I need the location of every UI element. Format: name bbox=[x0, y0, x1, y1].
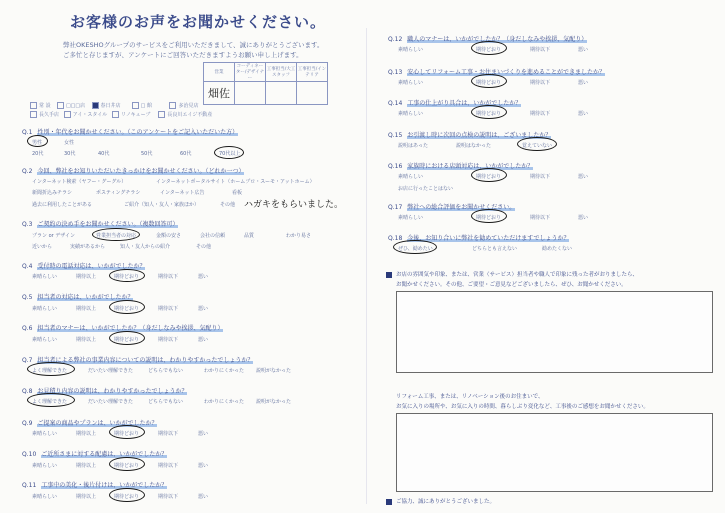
q2-option-other[interactable]: その他 bbox=[220, 202, 236, 208]
answer-circle bbox=[109, 457, 145, 471]
q3-option-record[interactable]: 実績があるから bbox=[70, 244, 106, 250]
q16-option-2[interactable]: 期待どおり bbox=[476, 174, 502, 180]
answer-circle bbox=[471, 41, 507, 55]
q3-option-clarity[interactable]: わかり易さ bbox=[286, 233, 312, 239]
q6-option-4[interactable]: 期待以下 bbox=[158, 337, 179, 343]
q1-option-male[interactable]: 男性 bbox=[32, 140, 43, 146]
staff-cell-interior[interactable] bbox=[297, 82, 328, 105]
comment1-line2: お聞かせください。その他、ご要望・ご意見などございましたら、ぜひ、お聞かせください。 bbox=[396, 282, 627, 288]
staff-col-sales: 営業 bbox=[204, 63, 235, 82]
q8-option-1[interactable]: よく理解できた bbox=[32, 399, 68, 405]
q7-option-5[interactable]: 説明がなかった bbox=[256, 368, 292, 374]
q16-option-1[interactable]: 素晴らしい bbox=[398, 174, 424, 180]
q12-option-1[interactable]: 素晴らしい bbox=[398, 47, 424, 53]
staff-cell-construction[interactable] bbox=[266, 82, 297, 105]
intro-line-1: 弊社OKESHOグループのサービスをご利用いただきまして、誠にありがとうございます。 bbox=[63, 41, 324, 49]
q16-option-3[interactable]: 期待以下 bbox=[530, 174, 551, 180]
q1-age-50s[interactable]: 50代 bbox=[141, 151, 153, 157]
q16-option-never[interactable]: お店に行ったことはない bbox=[398, 186, 454, 192]
question-q6: Q.6 担当者のマナーは、いかがでしたか？（身だしなみや挨拶、気配り） bbox=[22, 325, 224, 332]
q18-option-3[interactable]: 勧めたくない bbox=[542, 246, 573, 252]
answer-circle bbox=[471, 168, 507, 182]
q11-option-1[interactable]: 素晴らしい bbox=[32, 494, 58, 500]
q16-option-4[interactable]: 悪い bbox=[578, 174, 589, 180]
answer-circle bbox=[27, 393, 75, 407]
question-q16: Q.16 家族時における店頭対応は、いかがでしたか？ bbox=[388, 163, 534, 170]
q17-option-4[interactable]: 悪い bbox=[578, 215, 589, 221]
q17-option-1[interactable]: 素晴らしい bbox=[398, 215, 424, 221]
q2-option-flyer[interactable]: 新聞折込みチラシ bbox=[32, 190, 73, 196]
q5-option-5[interactable]: 悪い bbox=[198, 306, 209, 312]
q2-option-repeat[interactable]: 過去に利用したことがある bbox=[32, 202, 93, 208]
q2-option-ad[interactable]: インターネット広告 bbox=[160, 190, 205, 196]
store-row-1: 常 設 □□□店 春日井店 □ 館 多治見店 bbox=[30, 102, 198, 109]
answer-circle bbox=[92, 228, 140, 241]
question-q12: Q.12 職人のマナーは、いかがでしたか？（身だしなみや挨拶、気配り） bbox=[388, 36, 588, 43]
q6-option-1[interactable]: 素晴らしい bbox=[32, 337, 58, 343]
q18-option-2[interactable]: どちらとも言えない bbox=[472, 246, 518, 252]
q2-handwritten-answer: ハガキをもらいました。 bbox=[244, 200, 344, 210]
q6-option-3[interactable]: 期待どおり bbox=[114, 337, 140, 343]
q3-option-staff[interactable]: 営業担当者の対応 bbox=[96, 233, 137, 239]
store-checkbox[interactable] bbox=[158, 111, 165, 118]
q11-option-4[interactable]: 期待以下 bbox=[158, 494, 179, 500]
comment2-line2: お気に入りの場所や、お気に入りの時間、暮らしぶり変化など、工事後のご感想をお聞かせください。 bbox=[396, 404, 649, 410]
q3-option-quality[interactable]: 品質 bbox=[244, 233, 255, 239]
answer-circle bbox=[109, 331, 145, 345]
q6-option-5[interactable]: 悪い bbox=[198, 337, 209, 343]
staff-signature-cell[interactable] bbox=[204, 82, 235, 105]
question-q10: Q.10 ご近所さまに対する配慮は、いかがでしたか？ bbox=[22, 451, 168, 458]
q8-option-4[interactable]: わかりにくかった bbox=[204, 399, 245, 405]
q2-option-search[interactable]: インターネット検索（ヤフー・グーグル） bbox=[32, 179, 127, 185]
q12-option-4[interactable]: 悪い bbox=[578, 47, 589, 53]
answer-circle bbox=[109, 425, 145, 439]
column-divider bbox=[366, 28, 367, 504]
staff-table bbox=[203, 62, 328, 105]
q14-option-3[interactable]: 期待以下 bbox=[530, 111, 551, 117]
answer-circle bbox=[109, 269, 145, 282]
q3-option-price[interactable]: 金額の安さ bbox=[156, 233, 182, 239]
q8-option-3[interactable]: どちらでもない bbox=[148, 399, 183, 405]
store-checkbox[interactable] bbox=[169, 102, 176, 109]
staff-col-designer: コーディネーター/デザイナー bbox=[235, 64, 265, 81]
q3-option-intro[interactable]: 知人・友人からの紹介 bbox=[120, 244, 171, 250]
q3-option-trust[interactable]: 会社の信頼 bbox=[200, 233, 226, 239]
question-q9: Q.9 ご提案の商品やプランは、いかがでしたか？ bbox=[22, 420, 158, 427]
q10-option-2[interactable]: 期待以上 bbox=[76, 463, 97, 469]
q8-option-2[interactable]: だいたい理解できた bbox=[88, 399, 134, 405]
q2-option-referral[interactable]: ご紹介（知人・友人・家族ほか） bbox=[124, 202, 200, 208]
q14-option-4[interactable]: 悪い bbox=[578, 111, 589, 117]
question-q14: Q.14 工事の仕上がり具合は、いかがでしたか？ bbox=[388, 100, 522, 107]
q10-option-4[interactable]: 期待以下 bbox=[158, 463, 179, 469]
q15-option-1[interactable]: 説明はあった bbox=[398, 143, 428, 149]
q5-option-2[interactable]: 期待以上 bbox=[76, 306, 97, 312]
q17-option-2[interactable]: 期待どおり bbox=[476, 215, 502, 221]
question-q2: Q.2 今回、弊社をお知りいただいたきっかけをお聞かせください。（どれか一つ） bbox=[22, 168, 245, 175]
store-row-2: 長久手店 アイ・スタイル リノキューブ 長良川エイジ不動産 bbox=[30, 111, 212, 118]
q1-age-20s[interactable]: 20代 bbox=[32, 151, 44, 157]
q2-option-sign[interactable]: 看板 bbox=[232, 190, 243, 196]
question-q11: Q.11 工事中の美化・後片付けは、いかがでしたか？ bbox=[22, 482, 168, 489]
square-bullet-icon bbox=[386, 499, 392, 505]
q10-option-3[interactable]: 期待どおり bbox=[114, 463, 140, 469]
q8-option-5[interactable]: 説明がなかった bbox=[256, 399, 292, 405]
q10-option-5[interactable]: 悪い bbox=[198, 463, 209, 469]
store-checkbox[interactable] bbox=[64, 111, 71, 118]
store-checkbox[interactable] bbox=[30, 111, 37, 118]
store-checkbox[interactable] bbox=[132, 102, 139, 109]
answer-circle bbox=[471, 74, 507, 88]
intro-line-2: ご多忙と存じますが、アンケートにご回答いただきますようお願い申し上げます。 bbox=[63, 51, 303, 59]
q17-option-3[interactable]: 期待以下 bbox=[530, 215, 551, 221]
q4-option-3[interactable]: 期待どおり bbox=[114, 274, 140, 280]
answer-circle bbox=[109, 300, 145, 314]
comment2-textarea[interactable] bbox=[396, 413, 713, 492]
q1-age-30s[interactable]: 30代 bbox=[64, 151, 76, 157]
q7-option-4[interactable]: わかりにくかった bbox=[204, 368, 245, 374]
q12-option-2[interactable]: 期待どおり bbox=[476, 47, 502, 53]
q4-option-4[interactable]: 期待以下 bbox=[158, 274, 179, 280]
q14-option-2[interactable]: 期待どおり bbox=[476, 111, 502, 117]
question-q7: Q.7 担当者による弊社の事業内容についての説明は、わかりやすかったでしょうか？ bbox=[22, 357, 254, 364]
q1-age-40s[interactable]: 40代 bbox=[98, 151, 110, 157]
question-q3: Q.3 ご契約の決め手をお聞かせください。（複数回答可） bbox=[22, 221, 179, 228]
store-checkbox[interactable] bbox=[57, 102, 64, 109]
question-q17: Q.17 弊社への総合評価をお聞かせください。 bbox=[388, 204, 516, 211]
q14-option-1[interactable]: 素晴らしい bbox=[398, 111, 424, 117]
store-checkbox[interactable] bbox=[30, 102, 37, 109]
q10-option-1[interactable]: 素晴らしい bbox=[32, 463, 58, 469]
q9-option-2[interactable]: 期待以上 bbox=[76, 431, 97, 437]
q18-option-1[interactable]: ぜひ、勧めたい bbox=[398, 246, 433, 252]
staff-col-interior: 工事担当/インテリア bbox=[297, 63, 328, 82]
q6-option-2[interactable]: 期待以上 bbox=[76, 337, 97, 343]
comment2-line1: リフォーム工事、または、リノベーション後のお住まいで、 bbox=[396, 394, 544, 400]
comment1-textarea[interactable] bbox=[396, 291, 713, 373]
q13-option-2[interactable]: 期待どおり bbox=[476, 80, 502, 86]
q1-age-60s[interactable]: 60代 bbox=[180, 151, 192, 157]
q3-option-other[interactable]: その他 bbox=[196, 244, 212, 250]
answer-circle bbox=[517, 137, 557, 151]
q5-option-3[interactable]: 期待どおり bbox=[114, 306, 140, 312]
q7-option-2[interactable]: だいたい理解できた bbox=[88, 368, 134, 374]
question-q5: Q.5 担当者の対応は、いかがでしたか？ bbox=[22, 294, 134, 301]
q3-option-near[interactable]: 近いから bbox=[32, 244, 53, 250]
q2-option-portal[interactable]: インターネットポータルサイト（ホームプロ・スーモ・アットホーム） bbox=[156, 179, 315, 185]
q7-option-1[interactable]: よく理解できた bbox=[32, 368, 68, 374]
q12-option-3[interactable]: 期待以下 bbox=[530, 47, 551, 53]
q2-option-posting[interactable]: ポスティングチラシ bbox=[96, 190, 141, 196]
q4-option-5[interactable]: 悪い bbox=[198, 274, 209, 280]
q5-option-4[interactable]: 期待以下 bbox=[158, 306, 179, 312]
q9-option-4[interactable]: 期待以下 bbox=[158, 431, 179, 437]
store-checkbox[interactable] bbox=[112, 111, 119, 118]
q5-option-1[interactable]: 素晴らしい bbox=[32, 306, 58, 312]
staff-col-construction: 工事担当/大工スタッフ bbox=[266, 63, 297, 82]
q13-option-4[interactable]: 悪い bbox=[578, 80, 589, 86]
q11-option-5[interactable]: 悪い bbox=[198, 494, 209, 500]
answer-circle bbox=[27, 135, 48, 147]
page-title: お客様のお声をお聞かせください。 bbox=[70, 13, 327, 31]
question-q13: Q.13 安心してリフォーム工事・お住まいづくりを進めることができましたか？ bbox=[388, 69, 605, 76]
answer-circle bbox=[393, 240, 437, 254]
q4-option-2[interactable]: 期待以上 bbox=[76, 274, 97, 280]
q13-option-3[interactable]: 期待以下 bbox=[530, 80, 551, 86]
answer-circle bbox=[214, 146, 244, 159]
answer-circle bbox=[27, 362, 75, 376]
question-q18: Q.18 今後、お知り合いに弊社を勧めていただけますでしょうか？ bbox=[388, 235, 570, 242]
answer-circle bbox=[109, 488, 145, 502]
question-q1: Q.1 性別・年代をお聞かせください。（このアンケートをご記入いただいた方） bbox=[22, 129, 239, 136]
footer-thanks: ご協力、誠にありがとうございました。 bbox=[386, 497, 495, 505]
q9-option-3[interactable]: 期待どおり bbox=[114, 431, 140, 437]
q9-option-1[interactable]: 素晴らしい bbox=[32, 431, 58, 437]
question-q15: Q.15 お引渡し時に次回の点検の説明は、ございましたか？ bbox=[388, 132, 552, 139]
q1-option-female[interactable]: 女性 bbox=[64, 140, 75, 146]
q4-option-1[interactable]: 素晴らしい bbox=[32, 274, 58, 280]
q7-option-3[interactable]: どちらでもない bbox=[148, 368, 183, 374]
q11-option-2[interactable]: 期待以上 bbox=[76, 494, 97, 500]
q9-option-5[interactable]: 悪い bbox=[198, 431, 209, 437]
handwritten-signature: 畑佐 bbox=[208, 87, 230, 100]
question-q4: Q.4 受付時の電話対応は、いかがでしたか？ bbox=[22, 263, 146, 270]
q15-option-2[interactable]: 説明はなかった bbox=[456, 143, 492, 149]
q3-option-plan[interactable]: プラン or デザイン bbox=[32, 233, 75, 239]
comment1-line1: お店の雰囲気や印象、または、営業（サービス）担当者や職人で印象に残った者がおりましたら、 bbox=[386, 270, 638, 278]
question-q8: Q.8 お見積り内容の説明は、わかりやすかったでしょうか？ bbox=[22, 388, 188, 395]
answer-circle bbox=[471, 105, 507, 119]
q13-option-1[interactable]: 素晴らしい bbox=[398, 80, 424, 86]
store-checkbox[interactable] bbox=[92, 102, 99, 109]
square-bullet-icon bbox=[386, 272, 392, 278]
q15-option-3[interactable]: 覚えていない bbox=[522, 143, 553, 149]
q11-option-3[interactable]: 期待どおり bbox=[114, 494, 140, 500]
answer-circle bbox=[471, 209, 507, 223]
q1-age-70s[interactable]: 70代以上 bbox=[219, 151, 241, 157]
staff-cell-designer[interactable] bbox=[235, 82, 266, 105]
